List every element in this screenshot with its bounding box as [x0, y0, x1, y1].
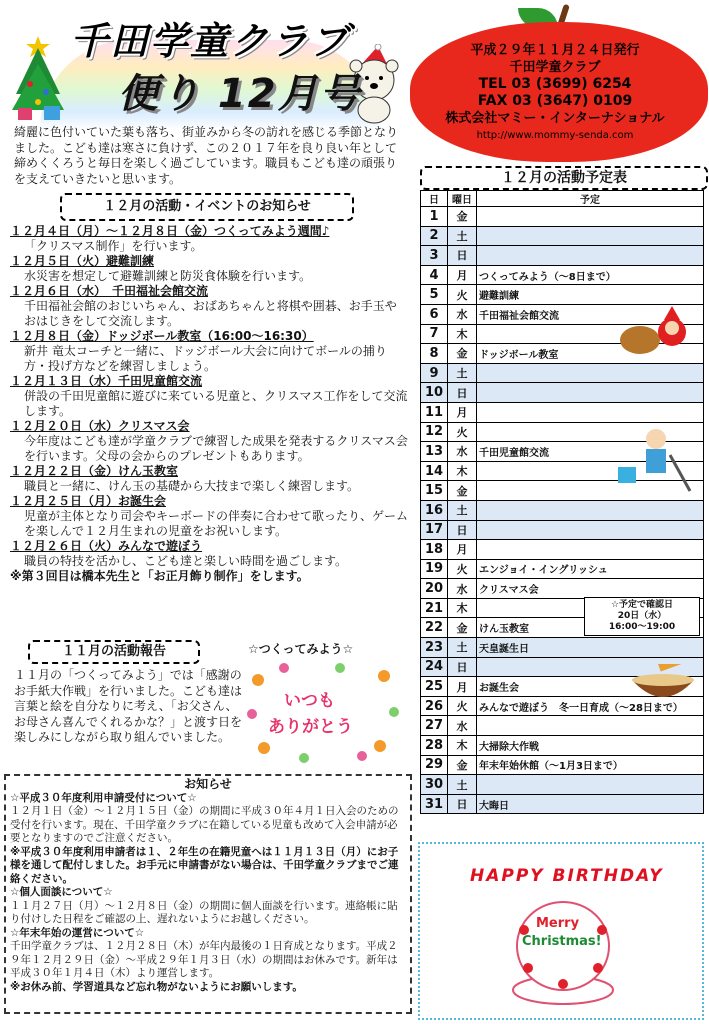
schedule-date: 17 — [421, 520, 448, 540]
schedule-row — [421, 265, 704, 285]
schedule-plan — [477, 246, 704, 266]
schedule-row — [421, 500, 704, 520]
event-item: １２月５日（火）避難訓練 水災害を想定して避難訓練と防災食体験を行います。 — [10, 254, 312, 283]
schedule-weekday: 火 — [448, 422, 477, 442]
schedule-date: 28 — [421, 736, 448, 756]
schedule-weekday: 土 — [448, 638, 477, 658]
schedule-row — [421, 775, 704, 795]
schedule-weekday: 土 — [448, 363, 477, 383]
schedule-weekday: 金 — [448, 618, 477, 638]
schedule-date: 7 — [421, 324, 448, 344]
company-name: 株式会社マミー・インターナショナル — [445, 111, 665, 126]
schedule-date: 19 — [421, 559, 448, 579]
schedule-row — [421, 540, 704, 560]
schedule-plan: けん玉教室 — [477, 618, 704, 638]
schedule-weekday: 土 — [448, 775, 477, 795]
schedule-weekday: 金 — [448, 481, 477, 501]
events-note: ※第３回目は橋本先生と「お正月飾り制作」をします。 — [10, 569, 309, 583]
schedule-heading: １２月の活動予定表 — [420, 166, 708, 190]
schedule-weekday: 月 — [448, 677, 477, 697]
schedule-weekday: 火 — [448, 696, 477, 716]
schedule-plan — [477, 226, 704, 246]
schedule-row — [421, 579, 704, 599]
schedule-row — [421, 207, 704, 227]
schedule-weekday: 日 — [448, 520, 477, 540]
event-item: １２月２０日（水）クリスマス会 今年度はこども達が学童クラブで練習した成果を発表するクリスマス会を行います。父母の会からのプレゼントもあります。 — [10, 419, 408, 463]
schedule-row — [421, 246, 704, 266]
schedule-date: 26 — [421, 696, 448, 716]
event-item: １２月２６日（火）みんなで遊ぼう 職員の特技を活かし、こども達と楽しい時間を過ごします。 — [10, 539, 348, 568]
schedule-weekday: 木 — [448, 324, 477, 344]
schedule-plan: 避難訓練 — [477, 285, 704, 305]
col-day: 曜日 — [448, 191, 477, 207]
issue-date: 平成２９年１１月２４日発行 — [470, 43, 640, 58]
event-item: １２月１３日（水）千田児童館交流 併設の千田児童館に遊びに来ている児童と、クリスマス工作をして交流します。 — [10, 374, 408, 418]
schedule-weekday: 金 — [448, 344, 477, 364]
events-heading: １２月の活動・イベントのお知らせ — [60, 193, 354, 221]
event-item: １２月６日（水） 千田福祉会館交流 千田福祉会館のおじいちゃん、おばあちゃんと将棋や囲碁、お手玉やおはじきをして交流します。 — [10, 284, 397, 328]
schedule-plan: お誕生会 — [477, 677, 704, 697]
schedule-date: 4 — [421, 265, 448, 285]
schedule-plan: 千田福祉会館交流 — [477, 304, 704, 324]
schedule-row — [421, 226, 704, 246]
schedule-date: 16 — [421, 500, 448, 520]
col-plan: 予定 — [477, 191, 704, 207]
schedule-date: 22 — [421, 618, 448, 638]
schedule-weekday: 水 — [448, 579, 477, 599]
cake-text-line1: Merry — [536, 916, 580, 931]
notice-item-title: ☆年末年始の運営について☆ — [10, 926, 145, 939]
event-item: １２月４日（月）～１２月８日（金）つくってみよう週間♪ 「クリスマス制作」を行います。 — [10, 224, 330, 253]
notice-item-text: 千田学童クラブは、１２月２８日（木）が年内最後の１日育成となります。平成２９年１２月２９日（金）～平成２９年１月３日（水）の期間はお休みです。新年は平成３０年１月４日（木）より運営します。 — [10, 940, 398, 979]
schedule-weekday: 木 — [448, 736, 477, 756]
newsletter-subtitle: 便り 12月号 — [118, 71, 362, 117]
fax-number: FAX 03 (3647) 0109 — [477, 93, 633, 109]
child-cleaning-icon — [610, 425, 700, 499]
schedule-date: 15 — [421, 481, 448, 501]
schedule-date: 2 — [421, 226, 448, 246]
schedule-weekday: 日 — [448, 246, 477, 266]
schedule-row — [421, 402, 704, 422]
schedule-row — [421, 716, 704, 736]
schedule-date: 18 — [421, 540, 448, 560]
christmas-tree-icon — [10, 34, 66, 124]
schedule-row — [421, 755, 704, 775]
schedule-plan — [477, 207, 704, 227]
schedule-row — [421, 559, 704, 579]
schedule-weekday: 月 — [448, 402, 477, 422]
card-text-line1: いつも — [284, 691, 335, 711]
schedule-plan: クリスマス会 — [477, 579, 704, 599]
club-name: 千田学童クラブ — [509, 60, 601, 75]
schedule-date: 10 — [421, 383, 448, 403]
schedule-plan: 千田児童館交流 — [477, 442, 704, 462]
schedule-weekday: 金 — [448, 755, 477, 775]
schedule-plan: エンジョイ・イングリッシュ — [477, 559, 704, 579]
schedule-date: 27 — [421, 716, 448, 736]
schedule-date: 9 — [421, 363, 448, 383]
event-item: １２月２２日（金）けん玉教室 職員と一緒に、けん玉の基礎から大技まで楽しく練習します。 — [10, 464, 360, 493]
schedule-date: 12 — [421, 422, 448, 442]
card-text-line2: ありがとう — [268, 717, 353, 737]
schedule-date: 31 — [421, 794, 448, 814]
noodle-bowl-icon — [628, 664, 698, 712]
schedule-row — [421, 363, 704, 383]
schedule-plan: みんなで遊ぼう 冬一日育成（～28日まで） — [477, 696, 704, 716]
event-item: １２月８日（金）ドッジボール教室（16:00～16:30） 新井 竜太コーチと一緒に、ドッジボール大会に向けてボールの捕り方・投げ方などを練習しましょう。 — [10, 329, 387, 373]
schedule-table — [420, 190, 704, 814]
schedule-weekday: 日 — [448, 383, 477, 403]
schedule-plan — [477, 402, 704, 422]
schedule-plan — [477, 775, 704, 795]
schedule-date: 11 — [421, 402, 448, 422]
schedule-date: 5 — [421, 285, 448, 305]
thank-you-card — [244, 660, 400, 764]
schedule-date: 29 — [421, 755, 448, 775]
schedule-date: 23 — [421, 638, 448, 658]
schedule-date: 25 — [421, 677, 448, 697]
schedule-weekday: 水 — [448, 304, 477, 324]
schedule-weekday: 水 — [448, 716, 477, 736]
schedule-date: 14 — [421, 461, 448, 481]
schedule-plan: 年末年始休館（～1月3日まで） — [477, 755, 704, 775]
report-heading: １１月の活動報告 — [28, 640, 200, 664]
notice-item-text: １１月２７日（月）～１２月８日（金）の期間に個人面談を行います。連絡帳に貼り付けした日程をご確認の上、遅れないようにお越しください。 — [10, 899, 398, 925]
schedule-plan — [477, 363, 704, 383]
christmas-cake-icon — [508, 896, 618, 1012]
newsletter-title: 千田学童クラブ — [70, 19, 351, 63]
birthday-title: HAPPY BIRTHDAY — [470, 866, 664, 886]
schedule-date: 3 — [421, 246, 448, 266]
christmas-callout: ☆予定で確認日 20日（水） 16:00～19:00 — [584, 597, 700, 636]
event-item: １２月２５日（月）お誕生会 児童が主体となり司会やキーボードの伴奏に合わせて歌ったり、ゲームを楽しんで１２月生まれの児童をお祝いします。 — [10, 494, 409, 538]
schedule-weekday: 土 — [448, 226, 477, 246]
schedule-weekday: 月 — [448, 265, 477, 285]
schedule-weekday: 木 — [448, 598, 477, 618]
schedule-weekday: 日 — [448, 657, 477, 677]
schedule-weekday: 火 — [448, 559, 477, 579]
schedule-plan: ドッジボール教室 — [477, 344, 704, 364]
notice-item-text: １２月１日（金）～１２月１５日（金）の期間に平成３０年４月１日入会のための受付を行います。現在、千田学童クラブに在籍している児童も改めて入会申請が必要となりますのでご注意ください。 — [10, 805, 399, 844]
notice-item-title: ☆平成３０年度利用申請受付について☆ — [10, 791, 197, 804]
intro-paragraph: 綺麗に色付いていた葉も落ち、街並みから冬の訪れを感じる季節となりました。こども達は寒さに負けず、この２０１７年を良り良い年として締めくくろうと毎日を楽しく過ごしています。職員もこども達の頑張りを支えていきたいと思います。 — [14, 125, 399, 186]
notice-item-title: ☆個人面談について☆ — [10, 886, 113, 898]
schedule-weekday: 月 — [448, 540, 477, 560]
notice-heading: お知らせ — [184, 777, 232, 791]
schedule-date: 1 — [421, 207, 448, 227]
schedule-weekday: 水 — [448, 442, 477, 462]
schedule-row — [421, 638, 704, 658]
schedule-date: 21 — [421, 598, 448, 618]
col-date: 日 — [421, 191, 448, 207]
schedule-date: 6 — [421, 304, 448, 324]
issuer-info — [430, 42, 680, 144]
schedule-weekday: 木 — [448, 461, 477, 481]
schedule-date: 20 — [421, 579, 448, 599]
cake-text-line2: Christmas! — [522, 934, 602, 949]
schedule-row — [421, 794, 704, 814]
schedule-date: 24 — [421, 657, 448, 677]
schedule-plan — [477, 716, 704, 736]
schedule-row — [421, 736, 704, 756]
schedule-date: 13 — [421, 442, 448, 462]
schedule-plan — [477, 520, 704, 540]
schedule-row — [421, 520, 704, 540]
schedule-plan — [477, 383, 704, 403]
website-link[interactable]: http://www.mommy-senda.com — [476, 130, 634, 141]
notice-item-text: ※お休み前、学習道具など忘れ物がないようにお願いします。 — [10, 980, 303, 993]
reindeer-santa-icon — [610, 302, 700, 366]
schedule-plan: 大掃除大作戦 — [477, 736, 704, 756]
schedule-weekday: 火 — [448, 285, 477, 305]
schedule-weekday: 土 — [448, 500, 477, 520]
notice-item-text: ※平成３０年度利用申請者は１、２年生の在籍児童へは１１月１３日（月）にお子様を通して配付しました。お手元に申請書がない場合は、千田学童クラブまでご連絡ください。 — [10, 845, 399, 885]
tel-number: TEL 03 (3699) 6254 — [478, 76, 632, 92]
schedule-date: 30 — [421, 775, 448, 795]
schedule-plan: 大晦日 — [477, 794, 704, 814]
schedule-weekday: 日 — [448, 794, 477, 814]
events-list — [10, 224, 408, 584]
schedule-date: 8 — [421, 344, 448, 364]
schedule-row — [421, 383, 704, 403]
report-paragraph: １１月の「つくってみよう」では「感謝のお手紙大作戦」を行いました。こども達は言葉と絵を自分なりに考え、「お父さん、お母さん喜んでくれるかな？」と渡す日を楽しみにしながら取り組んでいました。 — [14, 668, 243, 744]
tsukutte-heading: ☆つくってみよう☆ — [248, 642, 354, 656]
schedule-plan: 天皇誕生日 — [477, 638, 704, 658]
schedule-plan: つくってみよう（～8日まで） — [477, 265, 704, 285]
schedule-plan — [477, 540, 704, 560]
schedule-plan — [477, 500, 704, 520]
notice-box — [4, 774, 412, 1014]
schedule-weekday: 金 — [448, 207, 477, 227]
